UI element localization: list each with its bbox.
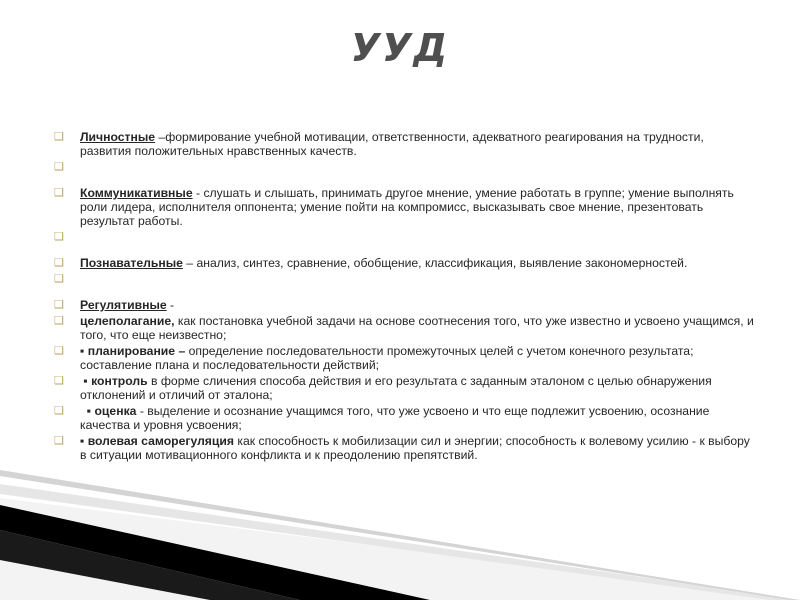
item-heading: ▪ оценка xyxy=(80,404,137,418)
item-term: Коммуникативные xyxy=(80,186,193,200)
bullet-item xyxy=(54,256,754,270)
item-text: - выделение и осознание учащимся того, что уже усвоено и что еще подлежит усвоению, осознание качества и уровня усвоения; xyxy=(80,404,710,432)
item-heading: целеполагание, xyxy=(80,314,175,328)
bullet-icon: ❑ xyxy=(54,405,64,417)
item-heading: ▪ контроль xyxy=(80,374,148,388)
bullet-list xyxy=(54,130,754,464)
item-text: как постановка учебной задачи на основе соотнесения того, что уже известно и усвоено учащимся, и того, что еще неизвестно; xyxy=(80,314,754,342)
item-term: Познавательные xyxy=(80,256,183,270)
bullet-item xyxy=(54,344,754,372)
bullet-item xyxy=(54,130,754,158)
item-text: –формирование учебной мотивации, ответственности, адекватного реагирования на трудности, развития положительных нравственных качеств. xyxy=(80,130,704,158)
item-text: - слушать и слышать, принимать другое мнение, умение работать в группе; умение выполнять роли лидера, исполнителя оппонента; умение пойти на компромисс, высказывать свое мнение, презентовать результат работы. xyxy=(80,186,734,228)
bullet-icon: ❑ xyxy=(54,161,64,173)
bullet-item xyxy=(54,314,754,342)
item-text: как способность к мобилизации сил и энергии; способность к волевому усилию - к выбору в ситуации мотивационного конфликта и к преодолению препятствий. xyxy=(80,434,750,462)
bullet-icon: ❑ xyxy=(54,375,64,387)
bullet-icon: ❑ xyxy=(54,435,64,447)
bullet-item xyxy=(54,434,754,462)
bullet-item xyxy=(54,404,754,432)
item-text: определение последовательности промежуточных целей с учетом конечного результата; составление плана и последовательности действий; xyxy=(80,344,694,372)
empty-bullet-item xyxy=(54,272,754,286)
bullet-icon: ❑ xyxy=(54,187,64,199)
bullet-icon: ❑ xyxy=(54,315,64,327)
item-text: в форме сличения способа действия и его результата с заданным эталоном с целью обнаружения отклонений и отличий от эталона; xyxy=(80,374,712,402)
bullet-icon: ❑ xyxy=(54,345,64,357)
bullet-item xyxy=(54,298,754,312)
bullet-item xyxy=(54,374,754,402)
item-text: – анализ, синтез, сравнение, обобщение, классификация, выявление закономерностей. xyxy=(182,256,688,270)
bullet-icon: ❑ xyxy=(54,273,64,285)
item-term: Регулятивные xyxy=(80,298,167,312)
empty-bullet-item xyxy=(54,160,754,174)
bullet-icon: ❑ xyxy=(54,231,64,243)
slide-title: УУД xyxy=(350,26,450,70)
bullet-item xyxy=(54,186,754,228)
bullet-icon: ❑ xyxy=(54,299,64,311)
empty-bullet-item xyxy=(54,230,754,244)
bullet-icon: ❑ xyxy=(54,131,64,143)
item-heading: ▪ волевая саморегуляция xyxy=(80,434,235,448)
item-text: - xyxy=(166,298,175,312)
item-heading: ▪ планирование – xyxy=(80,344,186,358)
item-term: Личностные xyxy=(80,130,156,144)
bullet-icon: ❑ xyxy=(54,257,64,269)
